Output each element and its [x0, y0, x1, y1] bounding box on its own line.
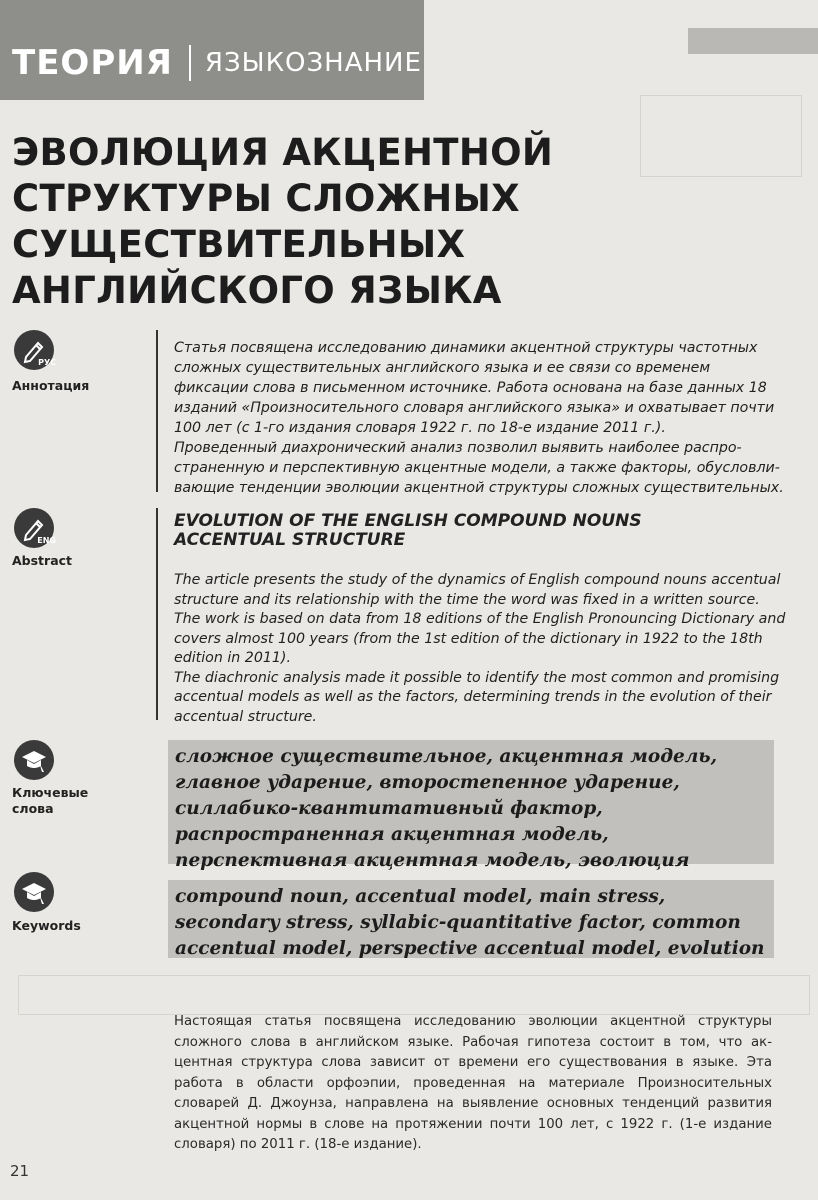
pencil-icon [14, 508, 54, 548]
abstract-paragraph: The diachronic analysis made it possible to identify the most common and promising accentual models as well as the factors, determining trends in the evolution of their accentual structure. [174, 669, 780, 725]
keywords-ru-icon-wrap [14, 740, 54, 780]
abstract-paragraph: The article presents the study of the dynamics of English compound nouns accentual structure and its relationship with the time the word was fixed in a written source. The work is based on data from 18 editions of the English Pronouncing Dictionary and covers almost 100 years (from the 1st edition of the dictionary in 1922 to the 18th edition in 2011). [174, 572, 786, 666]
graduation-cap-icon [14, 740, 54, 780]
annotation-rule [156, 330, 158, 492]
section-name: ТЕОРИЯ [12, 43, 173, 83]
annotation-paragraph: Проведенный диахронический анализ позволил выявить наиболее распространенную и перспективную акцентные модели, а также факторы, обусловливающие тенденции эволюции акцентной структуры сложных существительных. [174, 440, 784, 496]
keywords-ru-label [12, 785, 88, 817]
annotation-paragraph: Статья посвящена исследованию динамики акцентной структуры частотных сложных существительных английского языка и ее связи со временем фиксации слова в письменном источнике. Работа основана на базе данных 18 изданий «Произносительного словаря английского языка» и охватывает почти 100 лет (с 1-го издания словаря 1922 г. по 18-е издание 2011 г.). [174, 340, 775, 436]
keywords-en-icon-wrap [14, 872, 54, 912]
ghost-table [18, 975, 810, 1015]
graduation-cap-icon [14, 872, 54, 912]
abstract-rule [156, 508, 158, 720]
lang-badge-ru: РУС [38, 358, 56, 367]
right-page-tag [688, 28, 818, 54]
lang-badge-en: ENG [37, 536, 56, 545]
abstract-icon-wrap [14, 508, 54, 548]
section-header [12, 38, 422, 88]
article-title: ЭВОЛЮЦИЯ АКЦЕНТНОЙ СТРУКТУРЫ СЛОЖНЫХ СУЩЕСТВИТЕЛЬНЫХ АНГЛИЙСКОГО ЯЗЫКА [12, 131, 554, 312]
annotation-text [174, 338, 786, 498]
intro-paragraph: Настоящая статья посвящена исследованию эволюции акцентной структуры сложного слова в английском языке. Рабочая гипотеза состоит в том, что акцентная структура слова зависит от времени его существования в языке. Эта работа в области орфоэпии, проведенная на материале Произносительных словарей Д. Джоунза, направлена на выявление основных тенденций развития акцентной нормы в слове на протяжении почти 100 лет, с 1922 г. (1-е издание словаря) по 2011 г. (18-е издание). [174, 1014, 772, 1152]
keywords-ru-label-line: Ключевые [12, 785, 89, 800]
subsection-name: ЯЗЫКОЗНАНИЕ [204, 48, 422, 78]
english-title: EVOLUTION OF THE ENGLISH COMPOUND NOUNS ACCENTUAL STRUCTURE [174, 511, 642, 550]
keywords-en-box: compound noun, accentual model, main stress, secondary stress, syllabic-quantitative factor, common accentual model, perspective accentual model, evolution [168, 880, 774, 958]
keywords-en-label: Keywords [12, 918, 81, 933]
keywords-ru-box: сложное существительное, акцентная модель, главное ударение, второстепенное ударение, силлабико-квантитативный фактор, распространенная акцентная модель, перспективная акцентная модель, эволюция [168, 740, 774, 864]
pencil-icon [14, 330, 54, 370]
header-separator [189, 45, 191, 81]
page-number: 21 [10, 1162, 30, 1180]
abstract-label: Abstract [12, 553, 73, 568]
annotation-label: Аннотация [12, 378, 90, 393]
abstract-text [174, 571, 786, 727]
keywords-ru-label-line: слова [12, 801, 54, 816]
annotation-icon-wrap [14, 330, 54, 370]
